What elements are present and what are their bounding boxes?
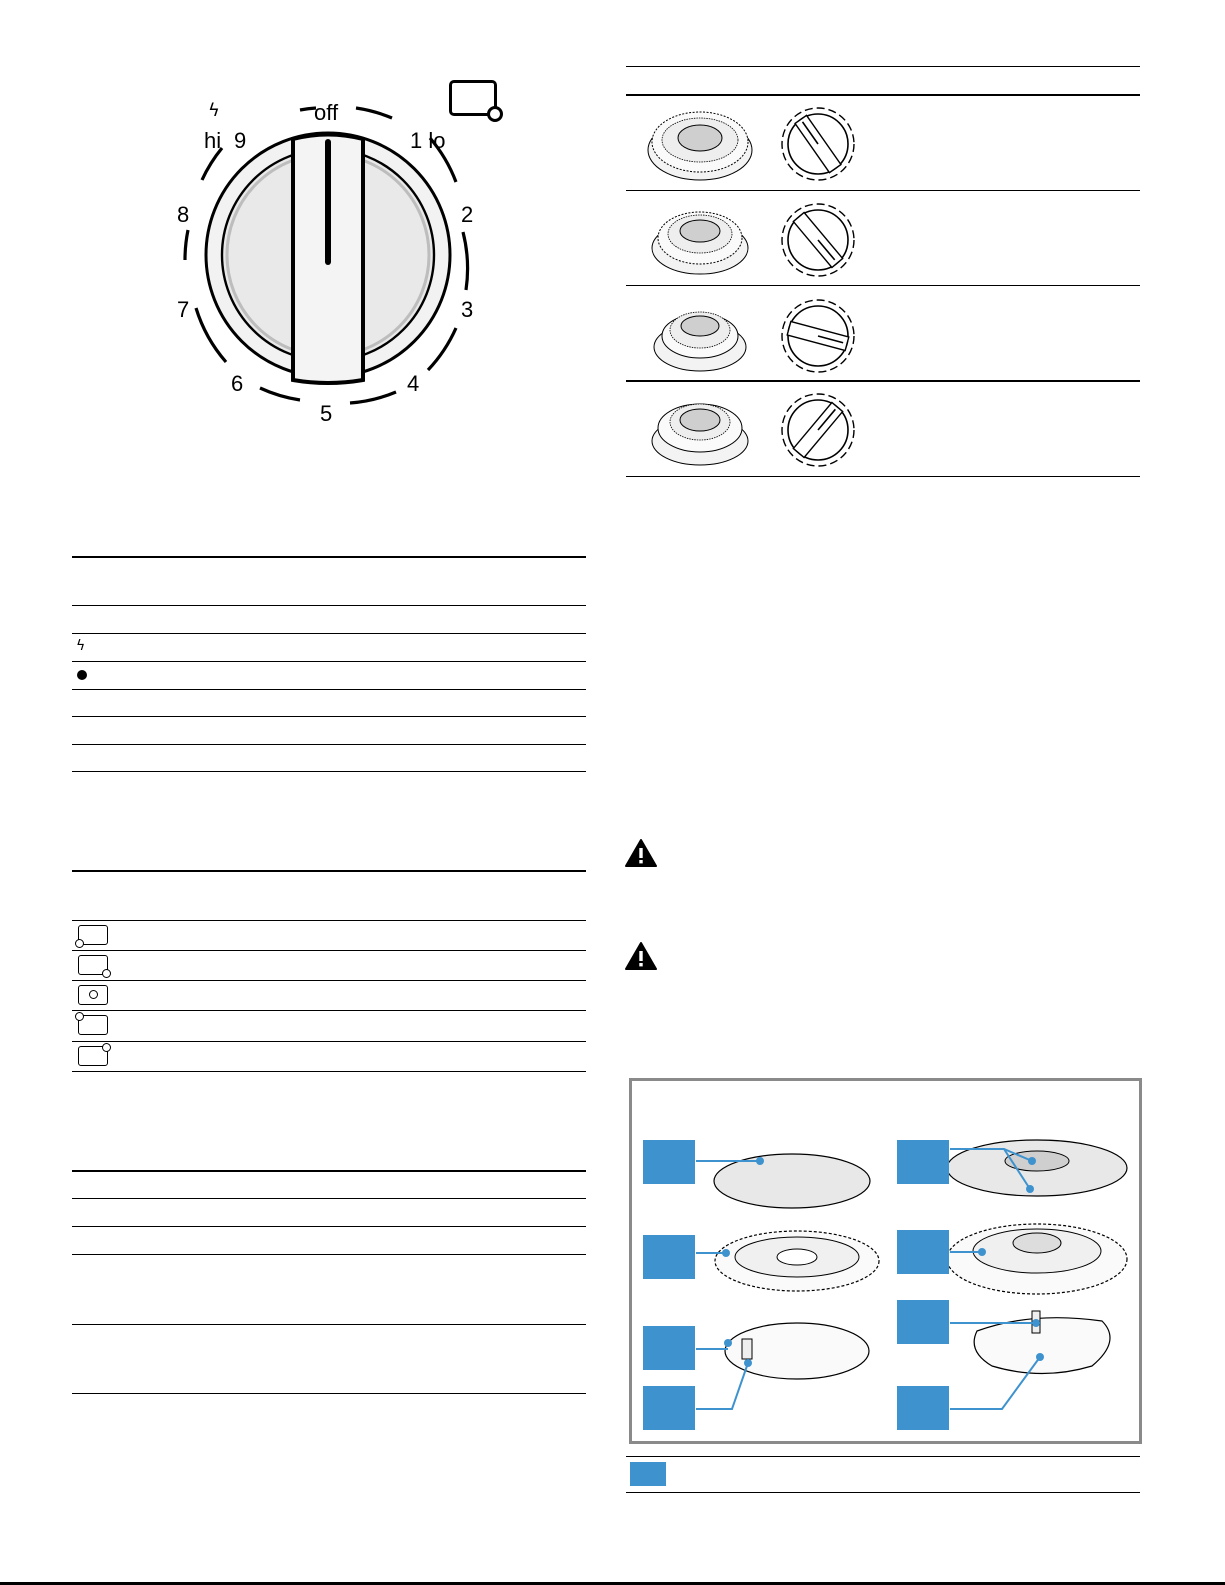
dial-label-4: 4 <box>407 371 420 396</box>
rear-right-position-icon <box>449 80 497 116</box>
table2-rule <box>72 950 586 951</box>
table2-rule <box>72 1041 586 1042</box>
table2-rule <box>72 980 586 981</box>
dial-label-3: 3 <box>461 297 474 322</box>
table3-rule <box>72 1324 586 1325</box>
table3-bottom-rule <box>72 1393 586 1394</box>
control-knob-diagram <box>160 70 520 440</box>
dial-label-6: 6 <box>231 371 244 396</box>
callout-box <box>643 1140 695 1184</box>
center-position-icon <box>78 985 108 1005</box>
table3-rule <box>72 1254 586 1255</box>
table2-rule <box>72 920 586 921</box>
callout-box <box>897 1230 949 1274</box>
callout-box <box>643 1326 695 1370</box>
flash-icon: ϟ <box>208 100 220 121</box>
dial-label-off: off <box>314 100 339 125</box>
mini-knob-position-simmer <box>775 386 865 471</box>
callout-box <box>897 1386 949 1430</box>
burner-illustration-large <box>645 100 755 185</box>
callout-box <box>643 1386 695 1430</box>
callout-box <box>897 1300 949 1344</box>
legend-color-box <box>630 1462 666 1486</box>
burner-table-rule <box>626 190 1140 191</box>
burner-illustration-wok <box>648 386 753 471</box>
front-right-position-icon <box>78 955 108 975</box>
table1-top-rule <box>72 556 586 558</box>
table2-rule <box>72 1010 586 1011</box>
rear-right-position-icon <box>78 1046 108 1066</box>
table2-bottom-rule <box>72 1071 586 1072</box>
table3-top-rule <box>72 1170 586 1172</box>
dial-label-2: 2 <box>461 202 474 227</box>
table1-rule <box>72 661 586 662</box>
dial-label-8: 8 <box>177 202 190 227</box>
table1-rule <box>72 744 586 745</box>
flash-symbol-icon: ϟ <box>76 638 86 654</box>
warning-triangle-icon <box>624 838 658 868</box>
table1-rule <box>72 716 586 717</box>
table2-top-rule <box>72 870 586 872</box>
warning-triangle-icon <box>624 941 658 971</box>
mini-knob-position-hi <box>775 100 865 185</box>
table3-rule <box>72 1198 586 1199</box>
filled-dot-icon <box>77 670 87 680</box>
burner-table-top-rule <box>626 66 1140 67</box>
burner-illustration-small <box>648 292 753 377</box>
table3-rule <box>72 1226 586 1227</box>
dial-label-7: 7 <box>177 297 190 322</box>
legend-bottom-rule <box>626 1492 1140 1493</box>
burner-table-header-rule <box>626 94 1140 96</box>
rear-left-position-icon <box>78 1015 108 1035</box>
burner-illustration-medium <box>648 196 753 281</box>
burner-table-rule <box>626 380 1140 382</box>
burner-table-rule <box>626 285 1140 286</box>
callout-box <box>897 1140 949 1184</box>
front-left-position-icon <box>78 925 108 945</box>
dial-label-5: 5 <box>320 401 333 426</box>
table1-rule <box>72 633 586 634</box>
mini-knob-position-medium <box>775 196 865 281</box>
mini-knob-position-low <box>775 292 865 377</box>
burner-parts-diagram <box>632 1081 1139 1441</box>
table1-bottom-rule <box>72 771 586 772</box>
table1-rule <box>72 689 586 690</box>
table1-rule <box>72 605 586 606</box>
dial-label-9: 9 <box>234 128 247 153</box>
legend-top-rule <box>626 1456 1140 1457</box>
burner-table-bottom-rule <box>626 476 1140 477</box>
callout-box <box>643 1235 695 1279</box>
position-dot <box>487 106 503 122</box>
dial-label-1lo: 1 lo <box>410 128 446 153</box>
dial-label-hi: hi <box>204 128 222 153</box>
